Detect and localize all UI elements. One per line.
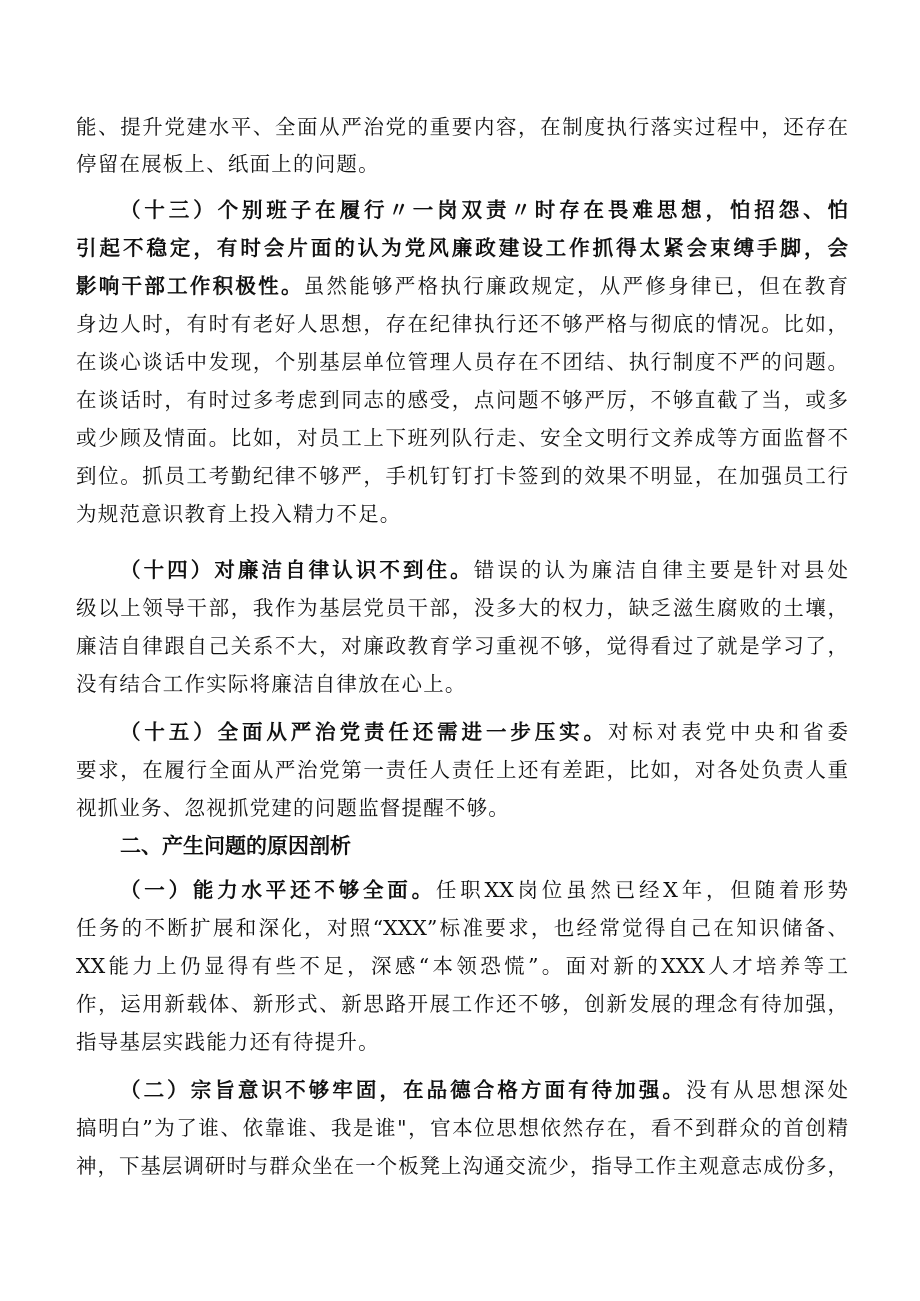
p14-lead-rest: 错误的认为廉洁自律主要是针对县处 [473,558,848,582]
p14-lead-bold: （十四）对廉洁自律认识不到住。 [120,558,474,582]
p13-line-3: 身边人时，有时有老好人思想，存在纪律执行还不够严格与彻底的情况。比如， [76,312,848,336]
c2-lead [120,1070,848,1110]
p15-lead [120,712,848,752]
p13-line-2-bold: 影响干部工作积极性。 [76,274,304,298]
c1-line-2: XX能力上仍显得有些不足，深感“本领恐慌”。面对新的XXX人才培养等工 [76,954,848,978]
p14-line-3: 没有结合工作实际将廉洁自律放在心上。 [76,672,467,696]
p13-line-8: 为规范意识教育上投入精力不足。 [76,502,402,526]
c1-lead [120,870,848,910]
p13-line-7: 到位。抓员工考勤纪律不够严，手机钉钉打卡签到的效果不明显，在加强员工行 [76,464,848,488]
c1-line-3: 作，运用新载体、新形式、新思路开展工作还不够，创新发展的理念有待加强， [76,992,848,1016]
p14-line-2: 廉洁自律跟自己关系不大，对廉政教育学习重视不够，觉得看过了就是学习了， [76,634,848,658]
c1-line-1: 任务的不断扩展和深化，对照“XXX”标准要求，也经常觉得自己在知识储备、 [76,916,848,940]
p13-line-2 [76,266,848,306]
p15-line-1: 要求，在履行全面从严治党第一责任人责任上还有差距，比如，对各处负责人重 [76,758,848,782]
intro-line-2: 停留在展板上、纸面上的问题。 [76,152,380,176]
p15-line-2: 视抓业务、忽视抓党建的问题监督提醒不够。 [76,796,510,820]
c1-lead-rest: 任职XX岗位虽然已经X年，但随着形势 [435,878,848,902]
p14-lead [120,550,848,590]
section-heading: 二、产生问题的原因剖析 [120,834,351,858]
p15-lead-bold: （十五）全面从严治党责任还需进一步压实。 [120,720,608,744]
p13-line-4: 在谈心谈话中发现，个别基层单位管理人员存在不团结、执行制度不严的问题。 [76,350,848,374]
c2-lead-bold: （二）宗旨意识不够牢固，在品德合格方面有待加强。 [120,1078,686,1102]
c2-lead-rest: 没有从思想深处 [686,1078,848,1102]
p13-line-5: 在谈话时，有时过多考虑到同志的感受，点问题不够严厉，不够直截了当，或多 [76,388,848,412]
p13-line-2-rest: 虽然能够严格执行廉政规定，从严修身律已，但在教育 [303,274,849,298]
intro-line-1: 能、提升党建水平、全面从严治党的重要内容，在制度执行落实过程中，还存在 [76,115,848,139]
c2-line-1: 搞明白”为了谁、依靠谁、我是谁"，官本位思想依然存在，看不到群众的首创精 [76,1116,848,1140]
p15-lead-rest: 对标对表党中央和省委 [607,720,849,744]
p13-line-6: 或少顾及情面。比如，对员工上下班列队行走、安全文明行文养成等方面监督不 [76,426,848,450]
c1-line-4: 指导基层实践能力还有待提升。 [76,1030,380,1054]
p13-lead: （十三）个别班子在履行〃一岗双责〃时存在畏难思想，怕招怨、怕 [120,198,848,222]
p14-line-1: 级以上领导干部，我作为基层党员干部，没多大的权力，缺乏滋生腐败的土壤， [76,596,848,620]
c1-lead-bold: （一）能力水平还不够全面。 [120,878,436,902]
p13-line-1: 引起不稳定，有时会片面的认为党风廉政建设工作抓得太紧会束缚手脚，会 [76,236,848,260]
c2-line-2: 神，下基层调研时与群众坐在一个板凳上沟通交流少，指导工作主观意志成份多， [76,1154,848,1178]
